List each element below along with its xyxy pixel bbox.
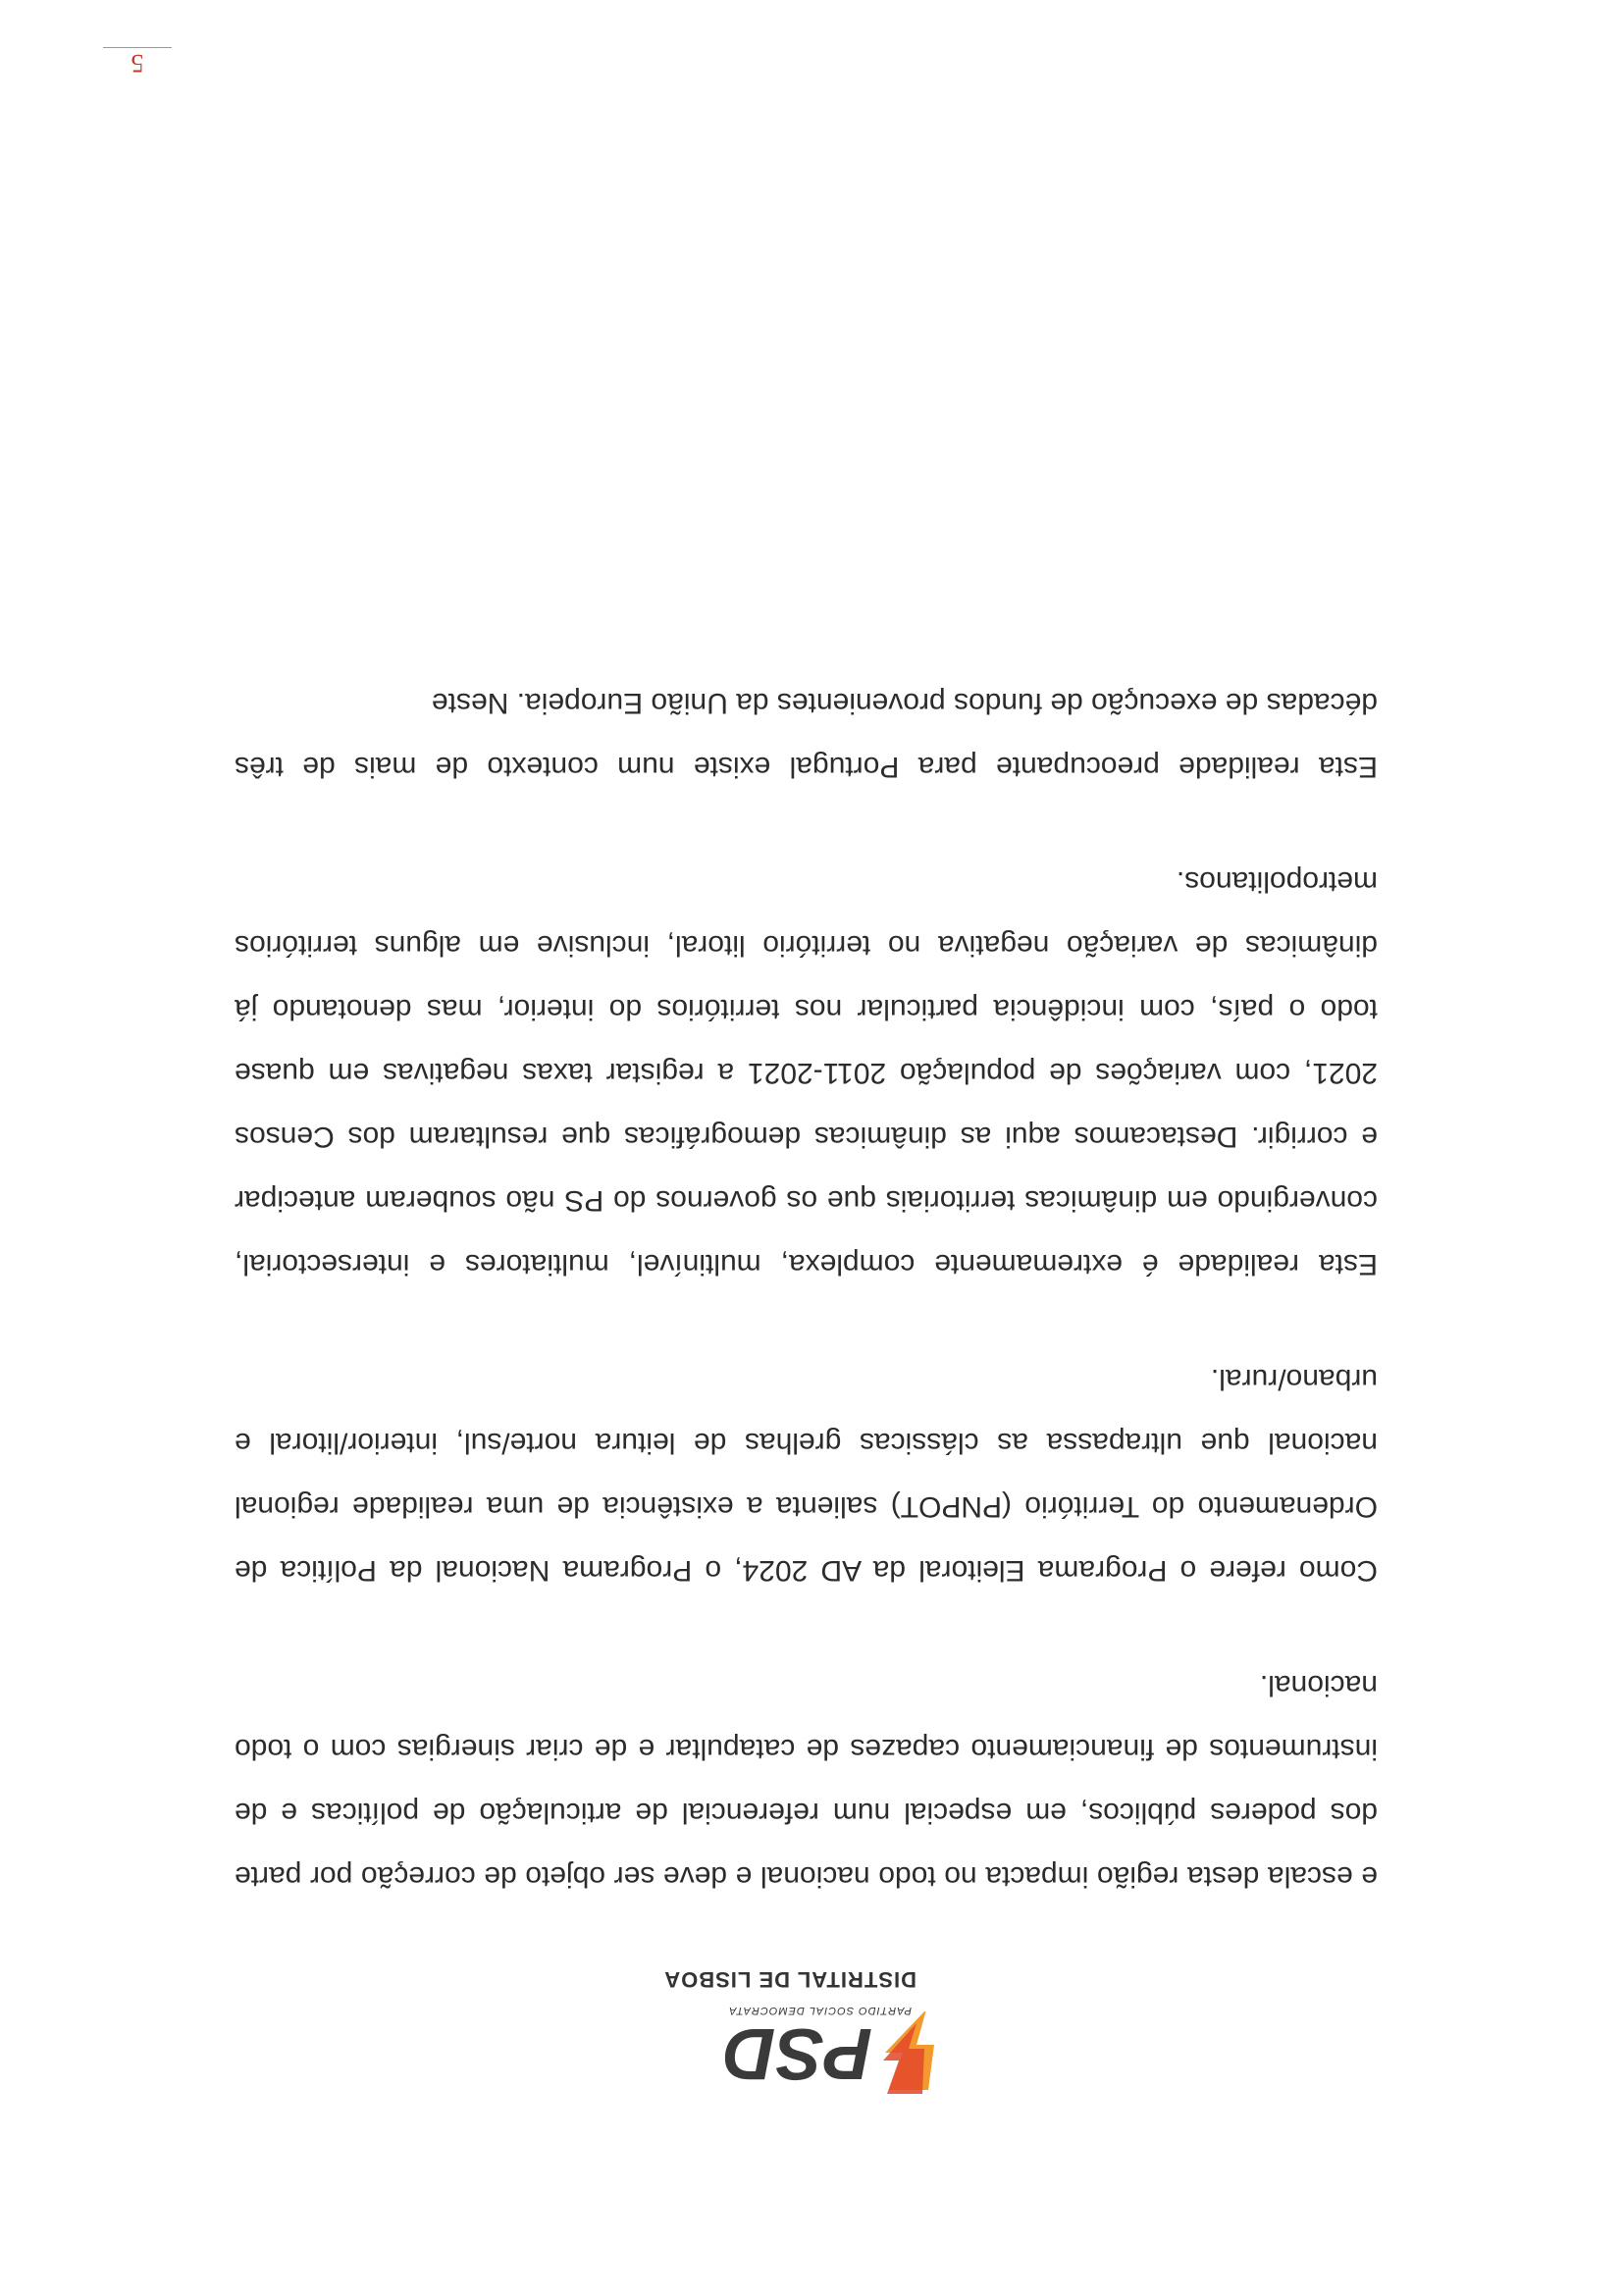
paragraph: Esta realidade é extremamente complexa, multinível, multiatores e intersectorial, convergindo em dinâmicas territoriais que os governos do PS não souberam antecipar e corrigir. Destacamos aqui as dinâmicas demográficas que resultaram dos Censos 2021, com variações de população 2011-2021 a registar taxas negativas em quase todo o país, com incidência particular nos territórios do interior, mas denotando já dinâmicas de variação negativa no território litoral, inclusive em alguns territórios metropolitanos. [235, 865, 1378, 1280]
page-number: 5 [103, 47, 172, 78]
paragraph: e escala desta região impacta no todo nacional e deve ser objeto de correção por parte dos poderes públicos, em especial num referencial de articulação de políticas e de instrumentos de financiamento capazes de catapultar e de criar sinergias com o todo nacional. [235, 1669, 1378, 1893]
district-label: DISTRITAL DE LISBOA [663, 1967, 916, 1992]
svg-text:PSD: PSD [722, 2013, 872, 2095]
header-logo-block [652, 1953, 946, 2100]
paragraph: Esta realidade preocupante para Portugal existe num contexto de mais de três décadas de execução de fundos provenientes da União Europeia. Neste [235, 687, 1378, 783]
paragraph: Como refere o Programa Eleitoral da AD 2024, o Programa Nacional da Política de Ordenamento do Território (PNPOT) salienta a existência de uma realidade regional nacional que ultrapassa as clássicas grelhas de leitura norte/sul, interior/litoral e urbano/rural. [235, 1363, 1378, 1587]
psd-logo-icon [652, 2011, 946, 2100]
party-name-label: PARTIDO SOCIAL DEMOCRATA [728, 2005, 912, 2016]
body-text [235, 671, 1378, 1908]
